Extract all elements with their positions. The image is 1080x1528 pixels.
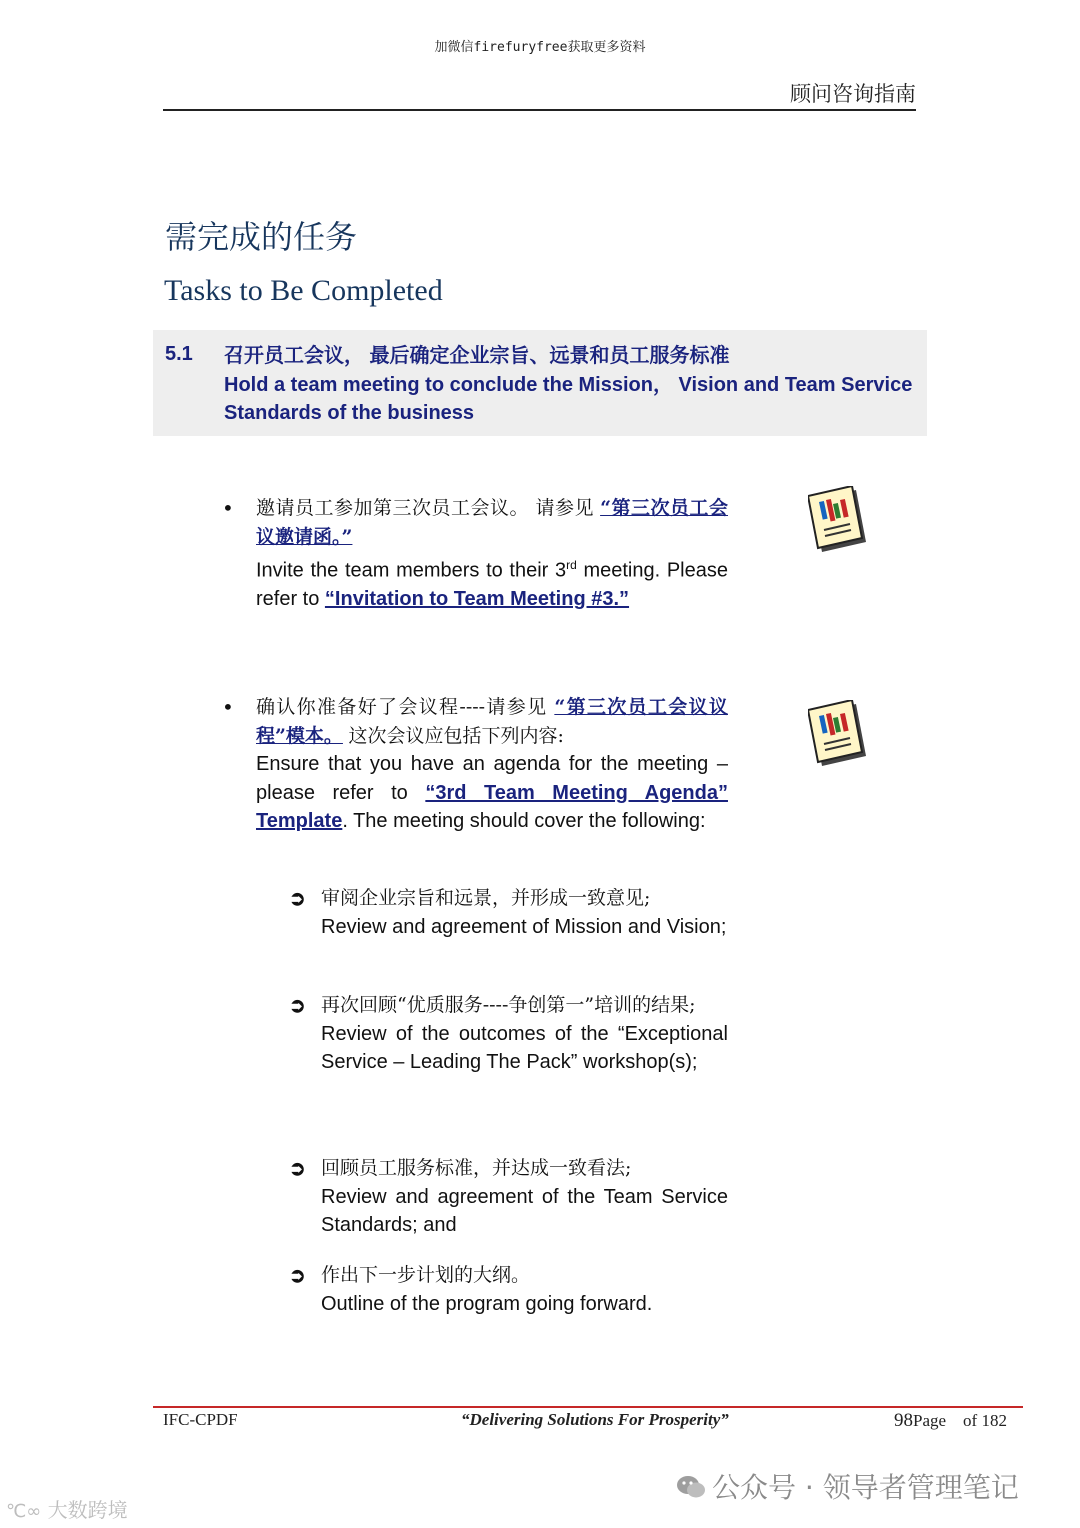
sub-item-4-cn: 作出下一步计划的大纲。 <box>321 1264 531 1286</box>
bullet-1-en-sup: rd <box>566 558 577 572</box>
bullet-2-cn-link[interactable]: “第三次员工会议议程”模本。 <box>256 696 728 747</box>
sub-item-1-en: Review and agreement of Mission and Vision; <box>321 915 727 938</box>
bullet-2 <box>256 693 728 836</box>
sub-item-4 <box>321 1261 728 1318</box>
bullet-1-en-text-b: meeting. Please refer to <box>256 559 728 611</box>
wechat-icon <box>676 1474 706 1500</box>
wechat-watermark-text: 公众号 · 领导者管理笔记 <box>712 1471 1019 1504</box>
corner-watermark-text: 大数跨境 <box>47 1498 128 1522</box>
footer-rule <box>153 1406 1023 1408</box>
arrow-bullet-icon: ➲ <box>289 886 306 910</box>
bullet-2-cn-after: 这次会议应包括下列内容: <box>348 724 564 747</box>
wechat-watermark <box>676 1466 1019 1506</box>
header-title: 顾问咨询指南 <box>790 82 916 106</box>
task-title <box>224 342 914 428</box>
task-number: 5.1 <box>165 343 193 365</box>
bullet-2-en-after: . The meeting should cover the following: <box>342 810 706 832</box>
footer-page <box>894 1410 1007 1432</box>
bullet-2-en-text-a: Ensure that you have an agenda for the meeting – please refer to <box>256 753 728 804</box>
bullet-2-en-link[interactable]: “3rd Team Meeting Agenda” Template <box>256 781 728 832</box>
sub-item-1 <box>321 884 728 941</box>
brand-mark-icon: ℃∞ <box>6 1501 42 1522</box>
bullet-2-cn-text: 确认你准备好了会议程----请参见 <box>256 696 548 718</box>
bullet-dot: • <box>222 496 234 520</box>
footer-slogan: “Delivering Solutions For Prosperity” <box>461 1410 729 1429</box>
sub-item-4-en: Outline of the program going forward. <box>321 1292 653 1315</box>
notepad-chart-icon <box>808 486 870 558</box>
sub-item-3-cn: 回顾员工服务标准，并达成一致看法; <box>321 1157 632 1179</box>
header-rule <box>163 109 916 111</box>
bullet-1-cn-text: 邀请员工参加第三次员工会议。 请参见 <box>256 497 595 519</box>
sub-item-2-en: Review of the outcomes of the “Exceptional Service – Leading The Pack” workshop(s); <box>321 1022 728 1073</box>
task-title-en: Hold a team meeting to conclude the Mission， Vision and Team Service Standards of the business <box>224 373 913 424</box>
arrow-bullet-icon: ➲ <box>289 1156 306 1180</box>
page-total: of 182 <box>963 1411 1007 1430</box>
task-title-cn: 召开员工会议， 最后确定企业宗旨、远景和员工服务标准 <box>224 345 730 367</box>
page-number: 98 <box>894 1410 913 1431</box>
sub-item-2 <box>321 991 728 1077</box>
section-title-cn: 需完成的任务 <box>165 218 358 256</box>
arrow-bullet-icon: ➲ <box>289 1263 306 1287</box>
sub-item-3 <box>321 1154 728 1240</box>
sub-item-1-cn: 审阅企业宗旨和远景，并形成一致意见; <box>321 887 651 909</box>
bullet-1-cn-link[interactable]: “第三次员工会议邀请函。” <box>256 497 728 548</box>
section-title-en: Tasks to Be Completed <box>164 274 443 307</box>
top-note: 加微信firefuryfree获取更多资料 <box>434 40 646 55</box>
bullet-1 <box>256 494 728 614</box>
arrow-bullet-icon: ➲ <box>289 993 306 1017</box>
sub-item-2-cn: 再次回顾“优质服务----争创第一”培训的结果; <box>321 994 696 1016</box>
bullet-1-en-text-a: Invite the team members to their 3 <box>256 559 567 582</box>
corner-watermark <box>6 1494 128 1523</box>
bullet-1-en-link[interactable]: “Invitation to Team Meeting #3.” <box>324 588 630 611</box>
notepad-chart-icon <box>808 700 870 772</box>
footer-left: IFC-CPDF <box>163 1410 238 1429</box>
sub-item-3-en: Review and agreement of the Team Service Standards; and <box>321 1185 728 1236</box>
bullet-dot: • <box>222 695 234 719</box>
page-label: Page <box>913 1411 947 1430</box>
